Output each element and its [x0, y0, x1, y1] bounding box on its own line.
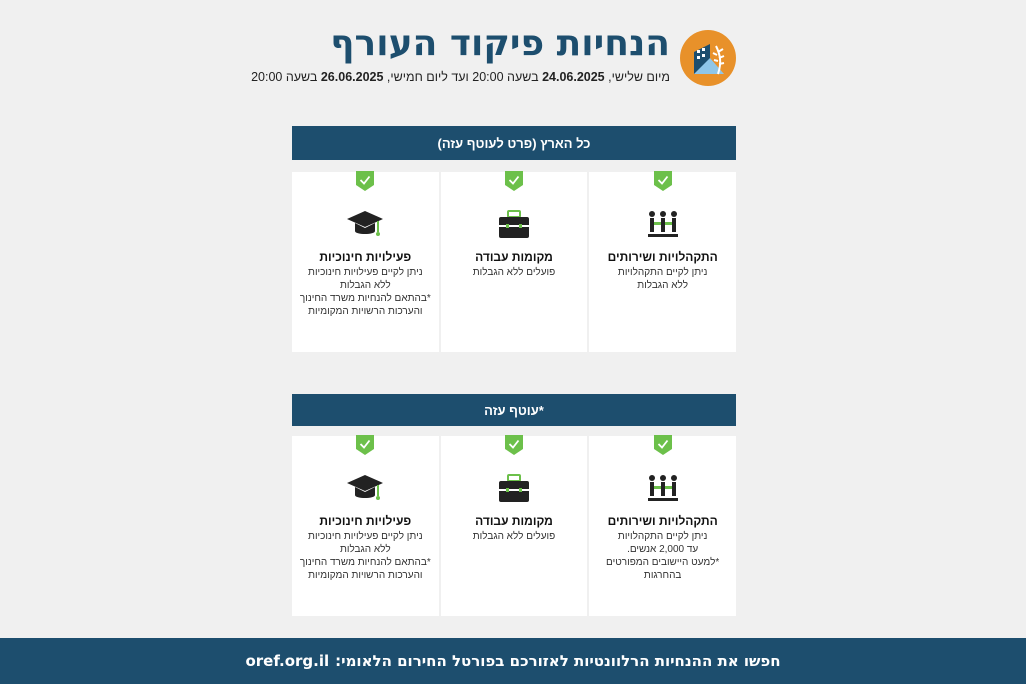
card-title: מקומות עבודה [475, 250, 553, 264]
briefcase-icon [494, 208, 534, 242]
header [251, 22, 736, 92]
check-shield-icon [654, 171, 672, 191]
card-title: התקהלויות ושירותים [607, 514, 718, 528]
cards-gaza-envelope [292, 436, 736, 616]
card-gatherings [589, 172, 736, 352]
section-bar-gaza-envelope: *עוטף עזה [292, 394, 736, 426]
card-text: ניתן לקיים פעילויות חינוכיות ללא הגבלות *בהתאם להנחיות משרד החינוך והערכות הרשויות המקומיות [299, 267, 431, 317]
people-gathering-icon [643, 208, 683, 242]
card-title: מקומות עבודה [475, 514, 553, 528]
card-title: פעילויות חינוכיות [319, 514, 412, 528]
check-shield-icon [654, 435, 672, 455]
validity-period: מיום שלישי, 24.06.2025 בשעה 20:00 ועד ליום חמישי, 26.06.2025 בשעה 20:00 [251, 70, 670, 84]
briefcase-icon [494, 472, 534, 506]
home-front-command-logo [680, 30, 736, 86]
card-education [292, 436, 439, 616]
section-bar-all-country: כל הארץ (פרט לעוטף עזה) [292, 126, 736, 160]
card-text: פועלים ללא הגבלות [472, 267, 556, 278]
card-workplaces [441, 436, 588, 616]
card-title: התקהלויות ושירותים [607, 250, 718, 264]
card-workplaces [441, 172, 588, 352]
card-text: פועלים ללא הגבלות [472, 531, 556, 542]
card-text: ניתן לקיים פעילויות חינוכיות ללא הגבלות *בהתאם להנחיות משרד החינוך והערכות הרשויות המקומיות [299, 531, 431, 581]
check-shield-icon [505, 435, 523, 455]
portal-link[interactable]: oref.org.il [245, 652, 330, 670]
graduation-cap-icon [345, 208, 385, 242]
check-shield-icon [356, 171, 374, 191]
cards-all-country [292, 172, 736, 352]
card-text: ניתן לקיים התקהלויות ללא הגבלות [617, 267, 708, 291]
card-education [292, 172, 439, 352]
card-gatherings [589, 436, 736, 616]
page-title: הנחיות פיקוד העורף [330, 23, 670, 64]
check-shield-icon [505, 171, 523, 191]
footer-text: חפשו את ההנחיות הרלוונטיות לאזורכם בפורטל החירום הלאומי: [335, 652, 781, 670]
card-title: פעילויות חינוכיות [319, 250, 412, 264]
footer-bar [0, 638, 1026, 684]
people-gathering-icon [643, 472, 683, 506]
check-shield-icon [356, 435, 374, 455]
card-text: ניתן לקיים התקהלויות עד 2,000 אנשים. *למעט היישובים המפורטים בהחרגות [606, 531, 720, 581]
graduation-cap-icon [345, 472, 385, 506]
